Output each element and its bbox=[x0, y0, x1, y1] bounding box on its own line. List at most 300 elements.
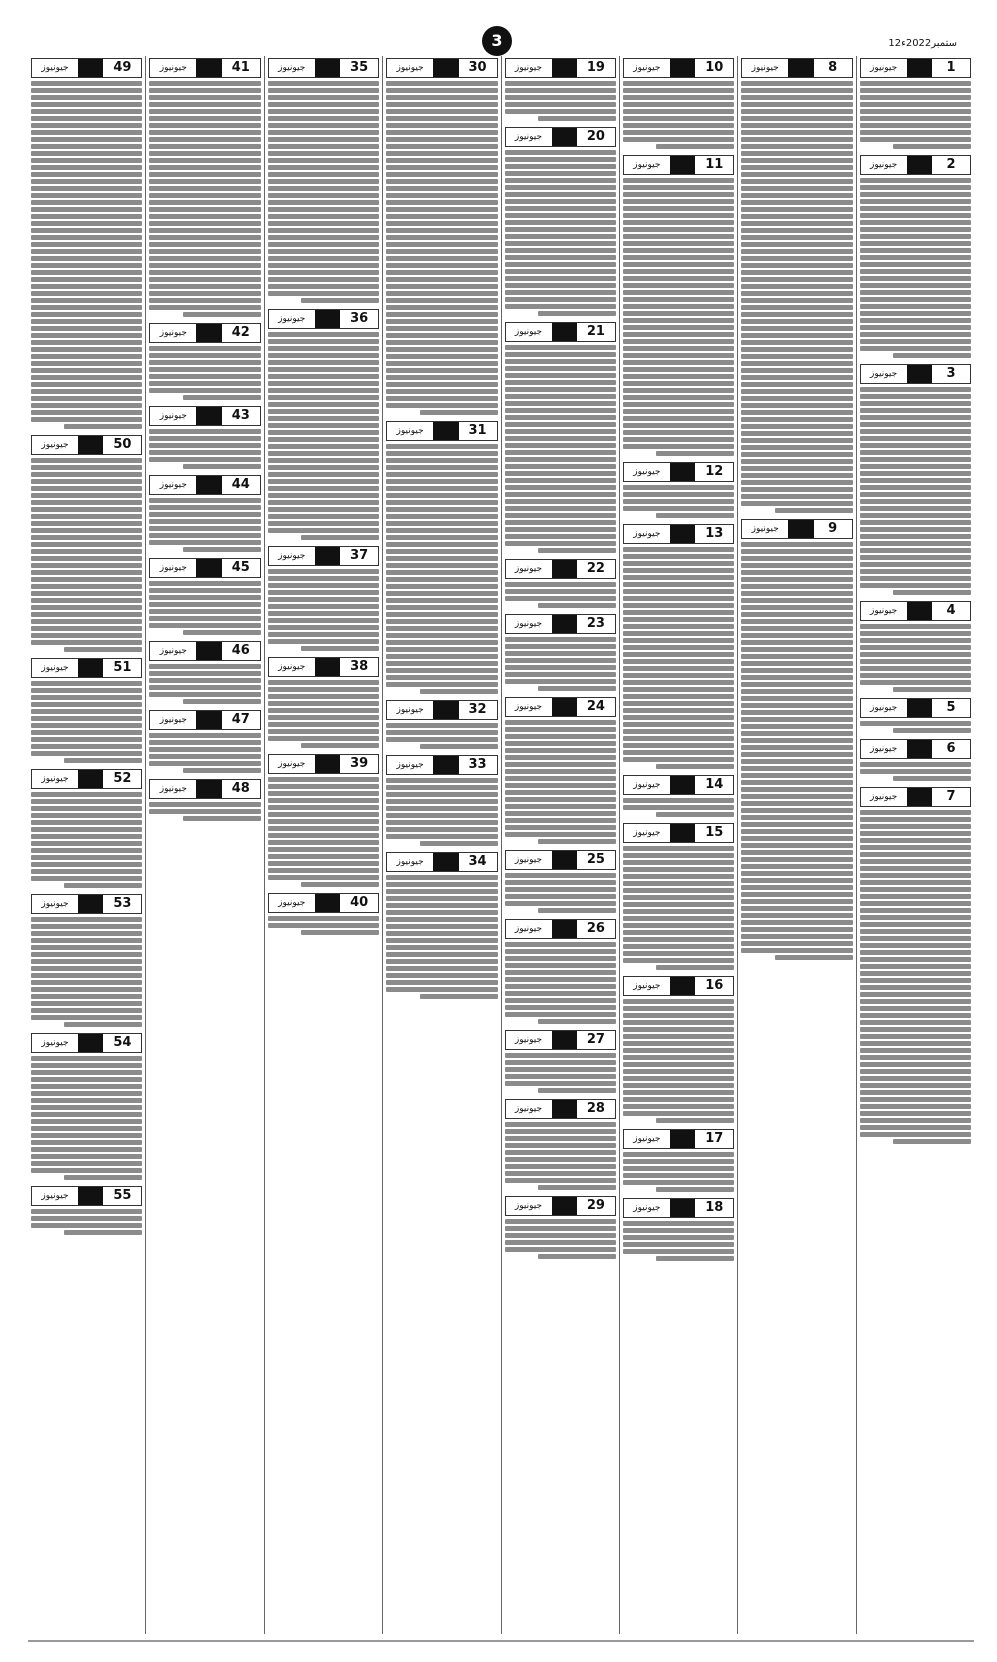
news-item bbox=[623, 1127, 734, 1193]
text-line bbox=[623, 881, 734, 886]
text-line bbox=[64, 1022, 142, 1027]
text-line bbox=[31, 472, 142, 477]
text-line bbox=[623, 1249, 734, 1254]
news-item-black-bar bbox=[907, 602, 932, 620]
news-item-body bbox=[149, 801, 260, 822]
text-line bbox=[860, 569, 971, 574]
text-line bbox=[505, 164, 616, 169]
news-item-header bbox=[505, 127, 616, 147]
news-item-header bbox=[31, 1033, 142, 1053]
text-line bbox=[860, 116, 971, 121]
news-item bbox=[31, 656, 142, 764]
text-line bbox=[860, 957, 971, 962]
text-line bbox=[623, 1076, 734, 1081]
text-line bbox=[268, 388, 379, 393]
text-line bbox=[31, 312, 142, 317]
text-line bbox=[623, 444, 734, 449]
news-item bbox=[860, 599, 971, 693]
text-line bbox=[386, 500, 497, 505]
text-line bbox=[623, 575, 734, 580]
text-line bbox=[268, 214, 379, 219]
text-line bbox=[505, 387, 616, 392]
news-item-header bbox=[505, 322, 616, 342]
text-line bbox=[505, 679, 616, 684]
text-line bbox=[386, 591, 497, 596]
text-line bbox=[31, 88, 142, 93]
text-line bbox=[505, 380, 616, 385]
text-line bbox=[741, 417, 852, 422]
text-line bbox=[623, 1166, 734, 1171]
news-item-body bbox=[860, 177, 971, 359]
news-item-number: 32 bbox=[459, 701, 497, 719]
text-line bbox=[505, 942, 616, 947]
news-item-label: جیونیوز bbox=[41, 774, 69, 784]
news-item-number: 13 bbox=[695, 525, 733, 543]
news-item-label: جیونیوز bbox=[633, 467, 661, 477]
news-item bbox=[505, 848, 616, 914]
text-line bbox=[268, 284, 379, 289]
text-line bbox=[31, 200, 142, 205]
news-item-black-bar bbox=[670, 776, 695, 794]
text-line bbox=[31, 144, 142, 149]
text-line bbox=[623, 1034, 734, 1039]
news-item-label: جیونیوز bbox=[396, 426, 424, 436]
news-item-label: جیونیوز bbox=[633, 529, 661, 539]
text-line bbox=[31, 931, 142, 936]
news-item-body bbox=[31, 1055, 142, 1181]
text-line bbox=[386, 256, 497, 261]
text-line bbox=[741, 724, 852, 729]
text-line bbox=[31, 193, 142, 198]
text-line bbox=[860, 631, 971, 636]
news-column bbox=[382, 56, 500, 1634]
news-item-body bbox=[623, 845, 734, 971]
news-item-number: 16 bbox=[695, 977, 733, 995]
page-number-badge: 3 bbox=[482, 26, 512, 56]
news-item-header bbox=[31, 1186, 142, 1206]
text-line bbox=[268, 472, 379, 477]
news-item-black-bar bbox=[196, 780, 221, 798]
text-line bbox=[31, 1105, 142, 1110]
news-item-black-bar bbox=[78, 770, 103, 788]
news-item-number: 21 bbox=[577, 323, 615, 341]
text-line bbox=[149, 678, 260, 683]
text-line bbox=[741, 256, 852, 261]
news-item-header bbox=[149, 406, 260, 426]
text-line bbox=[268, 165, 379, 170]
text-line bbox=[386, 137, 497, 142]
news-item-number: 25 bbox=[577, 851, 615, 869]
text-line bbox=[386, 514, 497, 519]
text-line bbox=[860, 964, 971, 969]
text-line bbox=[31, 242, 142, 247]
text-line bbox=[268, 395, 379, 400]
text-line bbox=[623, 1090, 734, 1095]
text-line bbox=[505, 471, 616, 476]
text-line bbox=[623, 694, 734, 699]
text-line bbox=[860, 220, 971, 225]
text-line bbox=[505, 478, 616, 483]
text-line bbox=[505, 213, 616, 218]
text-line bbox=[420, 841, 498, 846]
text-line bbox=[268, 854, 379, 859]
text-line bbox=[741, 410, 852, 415]
text-line bbox=[386, 214, 497, 219]
text-line bbox=[505, 1157, 616, 1162]
text-line bbox=[31, 291, 142, 296]
news-item-number: 31 bbox=[459, 422, 497, 440]
text-line bbox=[623, 178, 734, 183]
text-line bbox=[268, 715, 379, 720]
text-line bbox=[268, 242, 379, 247]
news-item-black-bar bbox=[196, 59, 221, 77]
news-item-label: جیونیوز bbox=[633, 780, 661, 790]
text-line bbox=[656, 764, 734, 769]
news-item-label: جیونیوز bbox=[41, 1038, 69, 1048]
news-item-header bbox=[386, 852, 497, 872]
text-line bbox=[860, 227, 971, 232]
news-item-number: 10 bbox=[695, 59, 733, 77]
news-item-number: 29 bbox=[577, 1197, 615, 1215]
news-item bbox=[149, 556, 260, 636]
text-line bbox=[31, 1161, 142, 1166]
text-line bbox=[505, 991, 616, 996]
text-line bbox=[860, 130, 971, 135]
text-line bbox=[741, 794, 852, 799]
news-item-header bbox=[860, 739, 971, 759]
news-item-body bbox=[31, 1208, 142, 1236]
text-line bbox=[31, 841, 142, 846]
text-line bbox=[268, 88, 379, 93]
text-line bbox=[893, 1139, 971, 1144]
text-line bbox=[860, 95, 971, 100]
text-line bbox=[741, 857, 852, 862]
text-line bbox=[741, 668, 852, 673]
news-item bbox=[386, 419, 497, 695]
text-line bbox=[386, 270, 497, 275]
text-line bbox=[505, 873, 616, 878]
text-line bbox=[31, 702, 142, 707]
text-line bbox=[860, 992, 971, 997]
news-item-number: 19 bbox=[577, 59, 615, 77]
text-line bbox=[268, 458, 379, 463]
text-line bbox=[741, 647, 852, 652]
text-line bbox=[386, 882, 497, 887]
text-line bbox=[268, 861, 379, 866]
news-item bbox=[623, 821, 734, 971]
text-line bbox=[741, 438, 852, 443]
text-line bbox=[623, 304, 734, 309]
news-item bbox=[386, 753, 497, 847]
text-line bbox=[860, 178, 971, 183]
text-line bbox=[505, 283, 616, 288]
text-line bbox=[860, 908, 971, 913]
news-item bbox=[505, 1097, 616, 1191]
news-item-number: 44 bbox=[222, 476, 260, 494]
text-line bbox=[623, 729, 734, 734]
text-line bbox=[268, 207, 379, 212]
text-line bbox=[860, 985, 971, 990]
text-line bbox=[268, 576, 379, 581]
text-line bbox=[623, 1221, 734, 1226]
text-line bbox=[656, 513, 734, 518]
text-line bbox=[623, 1041, 734, 1046]
news-item-header bbox=[623, 1129, 734, 1149]
news-item-header bbox=[31, 658, 142, 678]
text-line bbox=[741, 752, 852, 757]
news-item bbox=[505, 557, 616, 609]
text-line bbox=[31, 319, 142, 324]
text-line bbox=[268, 493, 379, 498]
news-item-number: 47 bbox=[222, 711, 260, 729]
text-line bbox=[268, 270, 379, 275]
text-line bbox=[741, 570, 852, 575]
news-item-label: جیونیوز bbox=[514, 1104, 543, 1114]
news-item-number: 41 bbox=[222, 59, 260, 77]
text-line bbox=[623, 687, 734, 692]
text-line bbox=[386, 193, 497, 198]
news-item-header bbox=[860, 155, 971, 175]
text-line bbox=[623, 846, 734, 851]
text-line bbox=[386, 172, 497, 177]
news-column bbox=[264, 56, 382, 1634]
news-item-number: 7 bbox=[932, 788, 970, 806]
text-line bbox=[741, 542, 852, 547]
text-line bbox=[420, 689, 498, 694]
text-line bbox=[268, 437, 379, 442]
text-line bbox=[505, 637, 616, 642]
text-line bbox=[268, 109, 379, 114]
text-line bbox=[268, 500, 379, 505]
news-item-header bbox=[149, 710, 260, 730]
news-item-number: 5 bbox=[932, 699, 970, 717]
text-line bbox=[386, 277, 497, 282]
text-line bbox=[505, 262, 616, 267]
text-line bbox=[386, 354, 497, 359]
text-line bbox=[386, 549, 497, 554]
text-line bbox=[505, 534, 616, 539]
text-line bbox=[538, 311, 616, 316]
text-line bbox=[301, 646, 379, 651]
news-item-number: 38 bbox=[340, 658, 378, 676]
text-line bbox=[268, 102, 379, 107]
text-line bbox=[741, 123, 852, 128]
news-item bbox=[860, 696, 971, 734]
text-line bbox=[741, 284, 852, 289]
news-item bbox=[268, 655, 379, 749]
text-line bbox=[741, 88, 852, 93]
text-line bbox=[505, 157, 616, 162]
news-item-body bbox=[268, 80, 379, 304]
text-line bbox=[741, 808, 852, 813]
text-line bbox=[538, 1185, 616, 1190]
text-line bbox=[623, 610, 734, 615]
text-line bbox=[623, 1048, 734, 1053]
text-line bbox=[149, 671, 260, 676]
text-line bbox=[268, 465, 379, 470]
text-line bbox=[31, 1168, 142, 1173]
text-line bbox=[386, 361, 497, 366]
text-line bbox=[623, 1055, 734, 1060]
news-item-header bbox=[505, 1099, 616, 1119]
news-item bbox=[860, 56, 971, 150]
text-line bbox=[741, 494, 852, 499]
text-line bbox=[386, 889, 497, 894]
text-line bbox=[860, 880, 971, 885]
text-line bbox=[860, 769, 971, 774]
text-line bbox=[31, 1084, 142, 1089]
text-line bbox=[623, 743, 734, 748]
text-line bbox=[268, 528, 379, 533]
text-line bbox=[860, 817, 971, 822]
text-line bbox=[505, 1171, 616, 1176]
text-line bbox=[386, 88, 497, 93]
text-line bbox=[860, 838, 971, 843]
text-line bbox=[860, 1125, 971, 1130]
text-line bbox=[741, 689, 852, 694]
text-line bbox=[741, 619, 852, 624]
news-item-label: جیونیوز bbox=[159, 646, 187, 656]
text-line bbox=[860, 290, 971, 295]
text-line bbox=[623, 213, 734, 218]
text-line bbox=[386, 235, 497, 240]
text-line bbox=[31, 917, 142, 922]
text-line bbox=[386, 382, 497, 387]
text-line bbox=[386, 535, 497, 540]
text-line bbox=[31, 102, 142, 107]
text-line bbox=[268, 625, 379, 630]
news-item-black-bar bbox=[552, 1197, 577, 1215]
text-line bbox=[741, 731, 852, 736]
text-line bbox=[623, 596, 734, 601]
text-line bbox=[623, 757, 734, 762]
text-line bbox=[31, 549, 142, 554]
news-item-body bbox=[505, 1218, 616, 1260]
text-line bbox=[893, 144, 971, 149]
text-line bbox=[860, 318, 971, 323]
text-line bbox=[860, 666, 971, 671]
text-line bbox=[149, 747, 260, 752]
text-line bbox=[741, 431, 852, 436]
text-line bbox=[623, 1235, 734, 1240]
text-line bbox=[623, 220, 734, 225]
text-line bbox=[386, 109, 497, 114]
text-line bbox=[623, 1027, 734, 1032]
text-line bbox=[31, 277, 142, 282]
news-item bbox=[149, 56, 260, 318]
text-line bbox=[741, 948, 852, 953]
text-line bbox=[268, 116, 379, 121]
text-line bbox=[31, 109, 142, 114]
news-item-black-bar bbox=[907, 740, 932, 758]
news-item-number: 40 bbox=[340, 894, 378, 912]
news-item bbox=[623, 153, 734, 457]
text-line bbox=[268, 847, 379, 852]
news-item-label: جیونیوز bbox=[278, 314, 306, 324]
text-line bbox=[149, 588, 260, 593]
news-item-label: جیونیوز bbox=[514, 702, 543, 712]
text-line bbox=[183, 699, 261, 704]
text-line bbox=[741, 626, 852, 631]
text-line bbox=[623, 88, 734, 93]
text-line bbox=[623, 269, 734, 274]
text-line bbox=[623, 311, 734, 316]
text-line bbox=[623, 297, 734, 302]
text-line bbox=[623, 409, 734, 414]
news-item-black-bar bbox=[196, 407, 221, 425]
text-line bbox=[301, 743, 379, 748]
news-item-header bbox=[268, 546, 379, 566]
text-line bbox=[149, 733, 260, 738]
news-item-label: جیونیوز bbox=[870, 369, 898, 379]
text-line bbox=[741, 563, 852, 568]
news-item-label: جیونیوز bbox=[41, 899, 69, 909]
text-line bbox=[31, 354, 142, 359]
text-line bbox=[860, 971, 971, 976]
text-line bbox=[741, 200, 852, 205]
text-line bbox=[149, 123, 260, 128]
issue-date: 12ستمبر2022ء bbox=[888, 38, 957, 49]
text-line bbox=[31, 612, 142, 617]
text-line bbox=[31, 263, 142, 268]
text-line bbox=[31, 924, 142, 929]
text-line bbox=[268, 708, 379, 713]
text-line bbox=[741, 871, 852, 876]
news-item-header bbox=[268, 657, 379, 677]
text-line bbox=[505, 880, 616, 885]
text-line bbox=[268, 868, 379, 873]
news-item-label: جیونیوز bbox=[633, 160, 661, 170]
text-line bbox=[31, 235, 142, 240]
text-line bbox=[623, 332, 734, 337]
text-line bbox=[623, 402, 734, 407]
text-line bbox=[860, 325, 971, 330]
text-line bbox=[386, 605, 497, 610]
news-item-body bbox=[623, 797, 734, 818]
text-line bbox=[268, 353, 379, 358]
news-item-black-bar bbox=[433, 422, 458, 440]
text-line bbox=[860, 1006, 971, 1011]
news-item bbox=[623, 974, 734, 1124]
text-line bbox=[505, 485, 616, 490]
text-line bbox=[386, 81, 497, 86]
text-line bbox=[268, 479, 379, 484]
text-line bbox=[860, 123, 971, 128]
text-line bbox=[149, 95, 260, 100]
text-line bbox=[505, 429, 616, 434]
text-line bbox=[860, 659, 971, 664]
text-line bbox=[623, 339, 734, 344]
text-line bbox=[31, 284, 142, 289]
news-item-black-bar bbox=[552, 851, 577, 869]
text-line bbox=[31, 563, 142, 568]
text-line bbox=[623, 192, 734, 197]
text-line bbox=[623, 722, 734, 727]
text-line bbox=[505, 1005, 616, 1010]
text-line bbox=[268, 409, 379, 414]
news-item-black-bar bbox=[670, 824, 695, 842]
text-line bbox=[386, 130, 497, 135]
text-line bbox=[149, 429, 260, 434]
text-line bbox=[268, 812, 379, 817]
text-line bbox=[505, 1178, 616, 1183]
news-item-label: جیونیوز bbox=[633, 63, 661, 73]
news-item-number: 9 bbox=[814, 520, 852, 538]
text-line bbox=[268, 235, 379, 240]
news-item-header bbox=[268, 309, 379, 329]
news-item-label: جیونیوز bbox=[514, 855, 543, 865]
text-line bbox=[741, 487, 852, 492]
